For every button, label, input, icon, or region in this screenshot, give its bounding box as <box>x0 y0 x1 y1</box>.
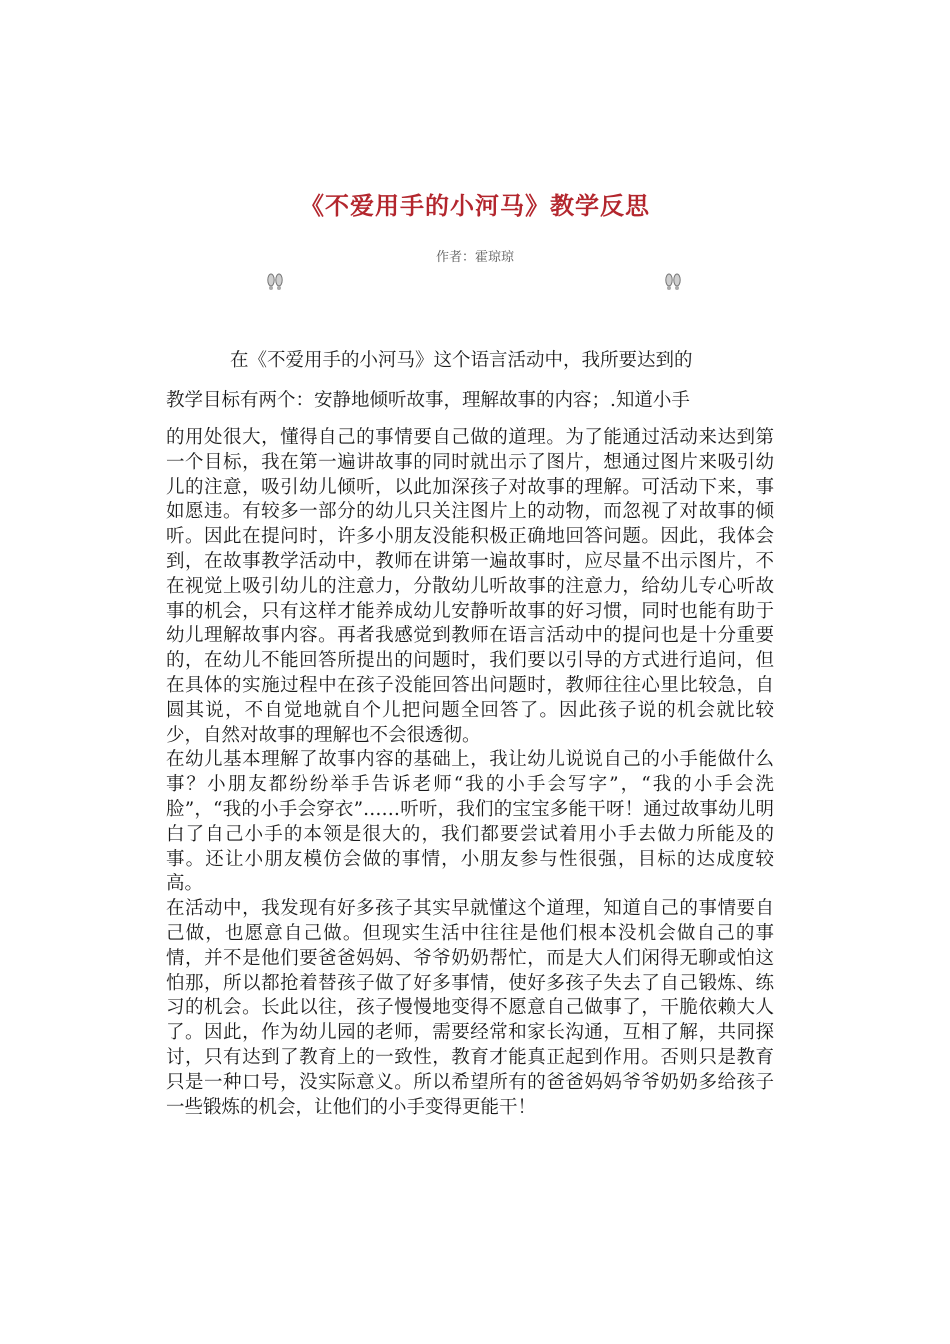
author-line: 作者：霍琼琼 <box>435 250 514 265</box>
article-body <box>166 346 774 1120</box>
paragraph: 在活动中，我发现有好多孩子其实早就懂这个道理，知道自己的事情要自己做，也愿意自己做。但现实生活中往往是他们根本没机会做自己的事情，并不是他们要爸爸妈妈、爷爷奶奶帮忙，而是大人们闲得无聊或怕这怕那，所以都抢着替孩子做了好多事情，使好多孩子失去了自己锻炼、练习的机会。长此以往，孩子慢慢地变得不愿意自己做事了，干脆依赖大人了。因此，作为幼儿园的老师，需要经常和家长沟通，互相了解，共同探讨，只有达到了教育上的一致性，教育才能真正起到作用。否则只是教育只是一种口号，没实际意义。所以希望所有的爸爸妈妈爷爷奶奶多给孩子一些锻炼的机会，让他们的小手变得更能干！ <box>166 898 774 1118</box>
footprints-icon <box>660 268 686 294</box>
lead-line: 教学目标有两个：安静地倾听故事，理解故事的内容；.知道小手 <box>166 390 690 411</box>
lead-line: 在《不爱用手的小河马》这个语言活动中，我所要达到的 <box>230 350 693 371</box>
paragraph: 的用处很大，懂得自己的事情要自己做的道理。为了能通过活动来达到第一个目标，我在第一遍讲故事的同时就出示了图片，想通过图片来吸引幼儿的注意，吸引幼儿倾听，以此加深孩子对故事的理解。可活动下来，事如愿违。有较多一部分的幼儿只关注图片上的动物，而忽视了对故事的倾听。因此在提问时，许多小朋友没能积极正确地回答问题。因此，我体会到，在故事教学活动中，教师在讲第一遍故事时，应尽量不出示图片，不在视觉上吸引幼儿的注意力，分散幼儿听故事的注意力，给幼儿专心听故事的机会，只有这样才能养成幼儿安静听故事的好习惯，同时也能有助于幼儿理解故事内容。再者我感觉到教师在语言活动中的提问也是十分重要的，在幼儿不能回答所提出的问题时，我们要以引导的方式进行追问，但在具体的实施过程中在孩子没能回答出问题时，教师往往心里比较急，自圆其说，不自觉地就自个儿把问题全回答了。因此孩子说的机会就比较少，自然对故事的理解也不会很透彻。 <box>166 427 774 746</box>
footprints-icon <box>262 268 288 294</box>
document-title: 《不爱用手的小河马》教学反思 <box>300 192 650 220</box>
paragraph: 在幼儿基本理解了故事内容的基础上，我让幼儿说说自己的小手能做什么事？小朋友都纷纷举手告诉老师“我的小手会写字”，“我的小手会洗脸”，“我的小手会穿衣”……听听，我们的宝宝多能干呀！通过故事幼儿明白了自己小手的本领是很大的，我们都要尝试着用小手去做力所能及的事。还让小朋友模仿会做的事情，小朋友参与性很强，目标的达成度较高。 <box>166 749 774 895</box>
